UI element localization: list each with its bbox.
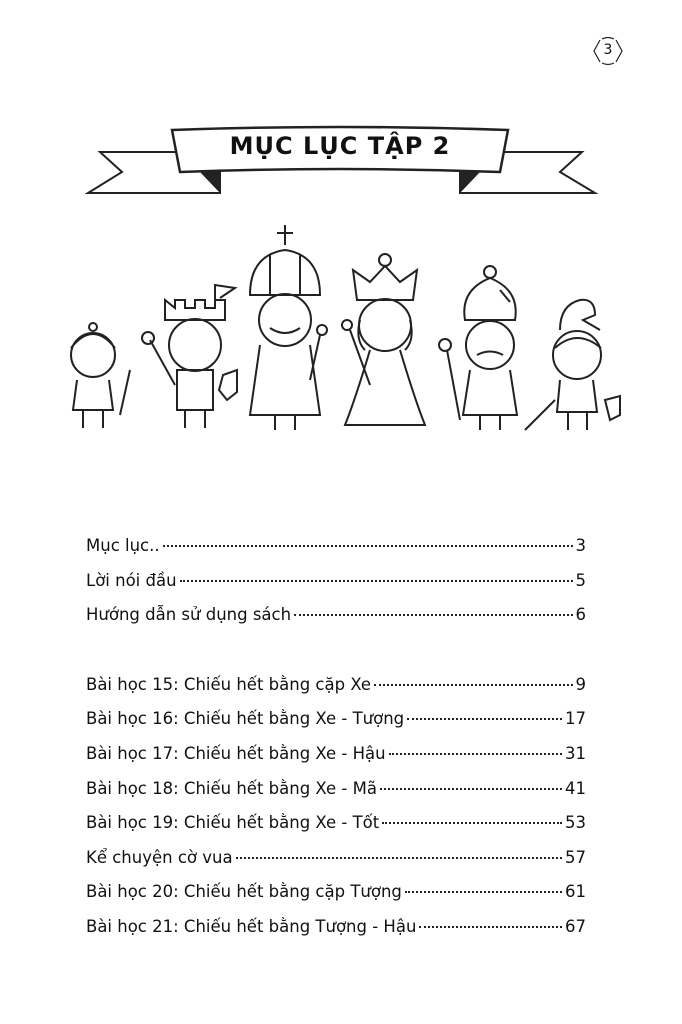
page-number-text: 3 [603,42,613,58]
toc-entry-title: Bài học 16: Chiếu hết bằng Xe - Tượng [86,709,405,729]
bishop-character [439,266,517,430]
dot-leader [163,545,573,547]
dot-leader [407,718,562,720]
toc-entry-page: 3 [575,536,586,555]
table-of-contents [86,536,586,952]
rook-character [142,285,237,428]
toc-entry[interactable] [86,536,586,571]
toc-entry-page: 41 [565,778,586,798]
toc-entry-title: Lời nói đầu [86,570,177,590]
toc-entry-page: 53 [565,813,586,833]
toc-entry-page: 67 [565,916,586,936]
page-number [590,36,626,66]
toc-entry[interactable] [86,571,586,606]
toc-entry-title: Kể chuyện cờ vua [86,847,233,867]
toc-entry-title: Bài học 15: Chiếu hết bằng cặp Xe [86,674,372,694]
toc-entry-page: 61 [565,882,586,902]
toc-entry-title: Bài học 21: Chiếu hết bằng Tượng - Hậu [86,916,417,936]
toc-entry[interactable] [86,675,586,710]
toc-entry-title: Bài học 20: Chiếu hết bằng cặp Tượng [86,882,402,902]
dot-leader [405,891,562,893]
queen-character [342,254,425,425]
toc-entry-title: Hướng dẫn sử dụng sách [86,605,292,625]
toc-entry-page: 6 [575,605,586,625]
dot-leader [374,684,572,686]
dot-leader [180,580,573,582]
toc-entry-title: Bài học 17: Chiếu hết bằng Xe - Hậu [86,743,386,763]
toc-entry-page: 17 [565,709,586,729]
toc-entry[interactable] [86,813,586,848]
toc-entry[interactable] [86,882,586,917]
dot-leader [382,822,562,824]
dot-leader [294,614,572,616]
toc-entry[interactable] [86,744,586,779]
page-title: MỤC LỤC TẬP 2 [229,132,451,160]
toc-entry[interactable] [86,917,586,952]
dot-leader [389,753,562,755]
toc-entry[interactable] [86,709,586,744]
dot-leader [419,926,562,928]
toc-entry[interactable] [86,605,586,640]
toc-entry[interactable] [86,848,586,883]
toc-entry-page: 57 [565,847,586,867]
knight-character [525,300,620,430]
toc-entry[interactable] [86,779,586,814]
toc-entry-title: Mục lục.. [86,536,160,555]
king-character [250,225,327,430]
toc-entry-title: Bài học 19: Chiếu hết bằng Xe - Tốt [86,813,380,833]
toc-entry-title: Bài học 18: Chiếu hết bằng Xe - Mã [86,778,377,798]
dot-leader [380,788,562,790]
toc-entry-page: 5 [575,570,586,590]
pawn-character [71,323,130,428]
toc-entry-page: 9 [575,674,586,694]
dot-leader [236,857,562,859]
toc-entry-page: 31 [565,743,586,763]
chess-characters-illustration [55,220,635,440]
